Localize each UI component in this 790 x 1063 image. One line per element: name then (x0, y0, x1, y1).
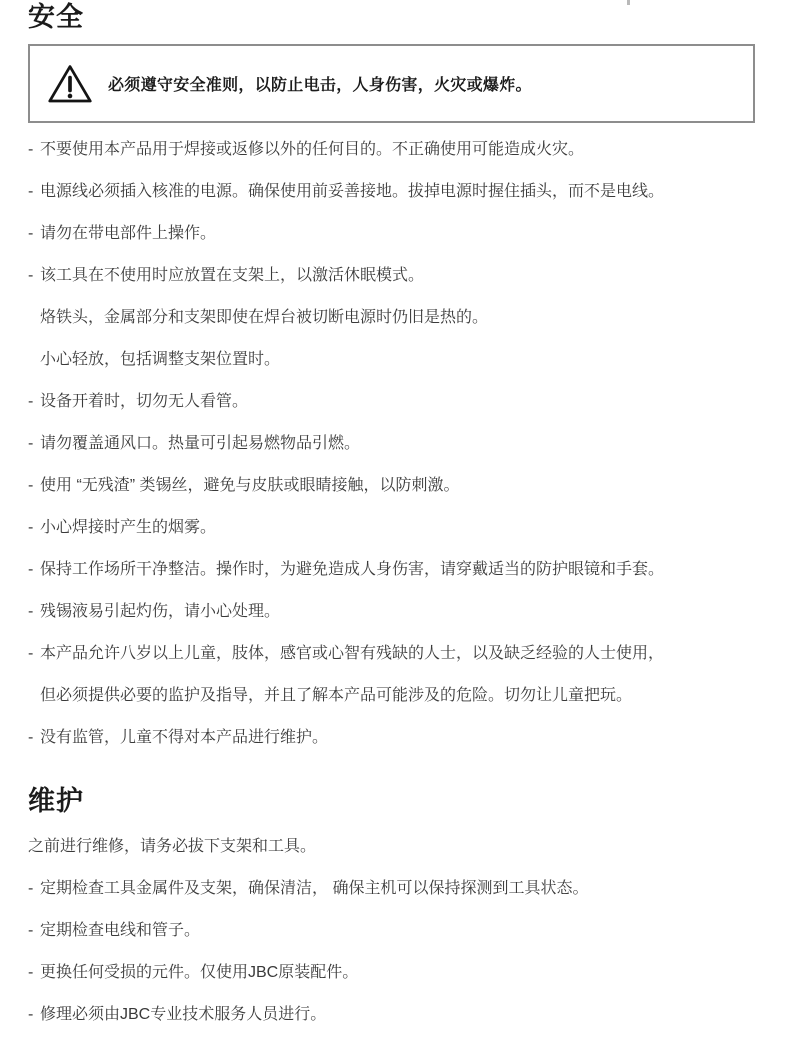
bullet-dash: - (28, 561, 34, 579)
bullet-dash (28, 339, 40, 381)
warning-text: 必须遵守安全准则，以防止电击，人身伤害，火灾或爆炸。 (108, 77, 532, 95)
bullet-dash: - (28, 267, 34, 285)
bullet-dash: - (28, 922, 34, 940)
bullet-dash: - (28, 183, 34, 201)
safety-list-item (28, 381, 762, 423)
bullet-dash: - (28, 393, 34, 411)
safety-list-item (28, 171, 762, 213)
safety-list-item (28, 465, 762, 507)
bullet-dash: - (28, 964, 34, 982)
safety-list-item (28, 129, 762, 171)
safety-list-item (28, 591, 762, 633)
safety-section-title: 安全 (28, 2, 84, 32)
safety-list (28, 129, 762, 759)
safety-item-text: 不要使用本产品用于焊接或返修以外的任何目的。不正确使用可能造成火灾。 (40, 141, 585, 159)
bullet-dash (28, 675, 40, 717)
scan-artifact-mark (627, 0, 630, 5)
bullet-dash: - (28, 435, 34, 453)
safety-item-text: 烙铁头，金属部分和支架即使在焊台被切断电源时仍旧是热的。 (40, 309, 489, 327)
safety-item-text: 保持工作场所干净整洁。操作时，为避免造成人身伤害，请穿戴适当的防护眼镜和手套。 (40, 561, 665, 579)
safety-item-text: 该工具在不使用时应放置在支架上，以激活休眠模式。 (40, 267, 425, 285)
maintenance-list-item (28, 910, 762, 952)
bullet-dash: - (28, 141, 34, 159)
safety-item-text: 但必须提供必要的监护及指导，并且了解本产品可能涉及的危险。切勿让儿童把玩。 (40, 687, 633, 705)
bullet-dash: - (28, 519, 34, 537)
bullet-dash: - (28, 880, 34, 898)
safety-list-item (28, 507, 762, 549)
bullet-dash: - (28, 225, 34, 243)
safety-list-item (28, 339, 762, 381)
safety-list-item (28, 423, 762, 465)
maintenance-item-text: 定期检查工具金属件及支架，确保清洁， 确保主机可以保持探测到工具状态。 (40, 880, 589, 898)
safety-list-item (28, 297, 762, 339)
maintenance-list-item (28, 952, 762, 994)
warning-triangle-icon (47, 63, 93, 105)
maintenance-list (28, 868, 762, 1036)
safety-item-text: 小心轻放，包括调整支架位置时。 (40, 351, 281, 369)
safety-item-text: 没有监管，儿童不得对本产品进行维护。 (40, 729, 329, 747)
maintenance-item-text: 更换任何受损的元件。仅使用JBC原装配件。 (40, 964, 359, 982)
bullet-dash: - (28, 603, 34, 621)
bullet-dash: - (28, 477, 34, 495)
maintenance-intro: 之前进行维修，请务必拔下支架和工具。 (28, 838, 317, 856)
safety-item-text: 小心焊接时产生的烟雾。 (40, 519, 217, 537)
safety-list-item (28, 633, 762, 675)
bullet-dash: - (28, 729, 34, 747)
safety-item-text: 请勿覆盖通风口。热量可引起易燃物品引燃。 (40, 435, 361, 453)
safety-item-text: 请勿在带电部件上操作。 (40, 225, 217, 243)
safety-list-item (28, 675, 762, 717)
safety-item-text: 电源线必须插入核准的电源。确保使用前妥善接地。拔掉电源时握住插头，而不是电线。 (40, 183, 665, 201)
bullet-dash: - (28, 645, 34, 663)
maintenance-list-item (28, 868, 762, 910)
maintenance-item-text: 修理必须由JBC专业技术服务人员进行。 (40, 1006, 327, 1024)
safety-item-text: 残锡液易引起灼伤，请小心处理。 (40, 603, 281, 621)
bullet-dash (28, 297, 40, 339)
maintenance-list-item (28, 994, 762, 1036)
safety-item-text: 设备开着时，切勿无人看管。 (40, 393, 249, 411)
safety-item-text: 本产品允许八岁以上儿童，肢体，感官或心智有残缺的人士，以及缺乏经验的人士使用， (40, 645, 665, 663)
warning-box (28, 44, 755, 123)
maintenance-item-text: 定期检查电线和管子。 (40, 922, 201, 940)
safety-list-item (28, 549, 762, 591)
safety-list-item (28, 717, 762, 759)
bullet-dash: - (28, 1006, 34, 1024)
safety-list-item (28, 213, 762, 255)
maintenance-section-title: 维护 (28, 786, 84, 817)
safety-item-text: 使用 “无残渣” 类锡丝，避免与皮肤或眼睛接触，以防刺激。 (40, 477, 460, 495)
safety-list-item (28, 255, 762, 297)
